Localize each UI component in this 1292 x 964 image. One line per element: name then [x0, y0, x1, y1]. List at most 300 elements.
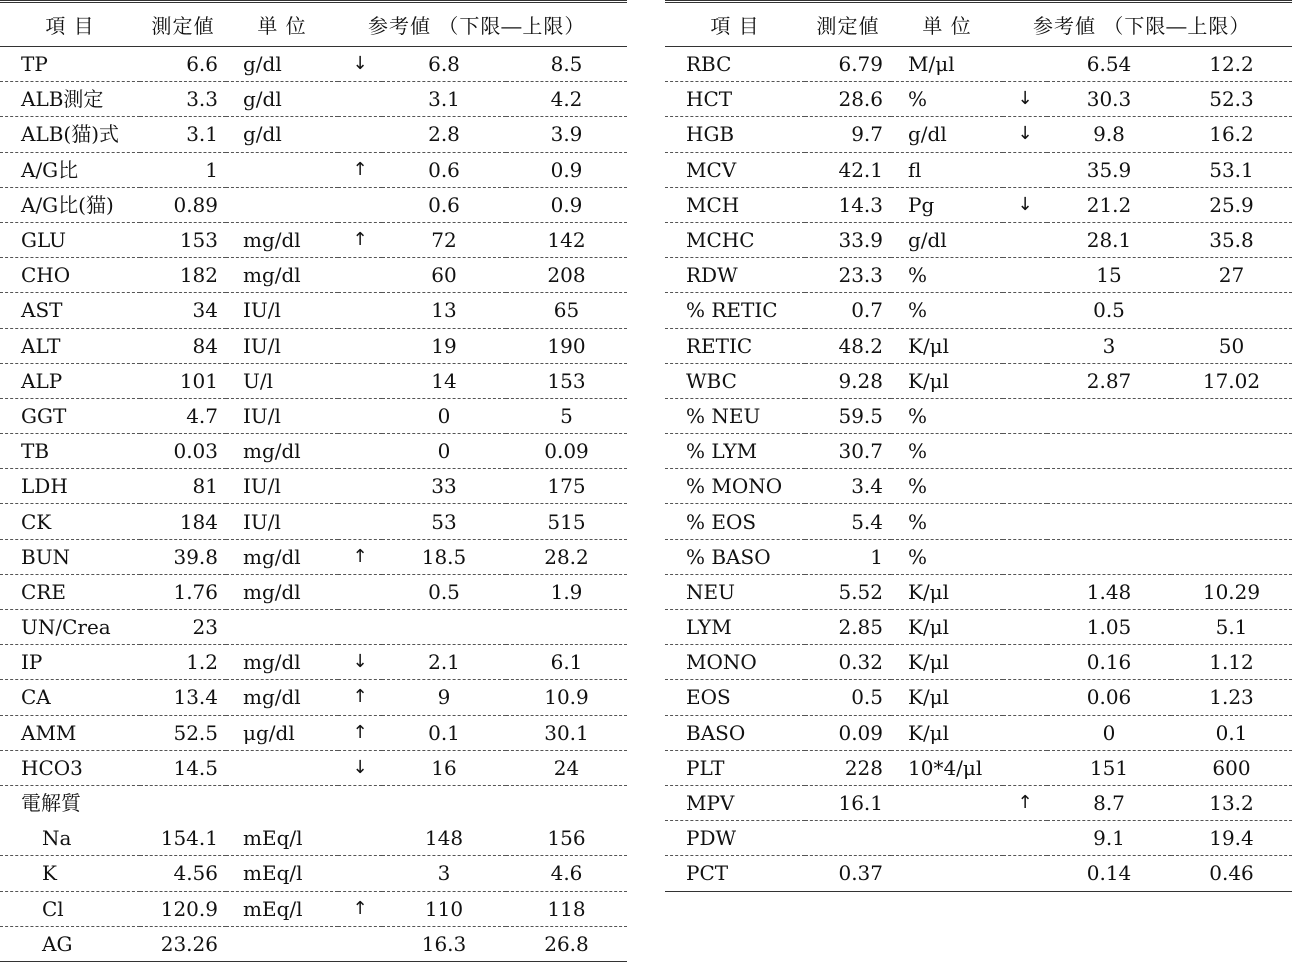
unit: % — [891, 539, 1003, 574]
table-row — [0, 539, 627, 574]
measured-value: 5.4 — [805, 504, 891, 539]
flag-arrow-icon — [1003, 574, 1047, 609]
table-row — [665, 47, 1292, 82]
item-name: GLU — [0, 222, 140, 257]
flag-arrow-icon — [338, 363, 382, 398]
measured-value: 0.7 — [805, 293, 891, 328]
chemistry-panel — [0, 0, 627, 962]
item-name: RBC — [665, 47, 805, 82]
reference-low: 16.3 — [382, 926, 506, 961]
reference-high: 50 — [1171, 328, 1292, 363]
measured-value: 0.03 — [140, 434, 226, 469]
measured-value: 48.2 — [805, 328, 891, 363]
unit: % — [891, 82, 1003, 117]
measured-value: 13.4 — [140, 680, 226, 715]
flag-arrow-icon: ↓ — [1003, 117, 1047, 152]
reference-low: 9.1 — [1047, 821, 1171, 856]
flag-arrow-icon — [1003, 469, 1047, 504]
reference-low: 16 — [382, 750, 506, 785]
item-name: HGB — [665, 117, 805, 152]
table-row — [665, 469, 1292, 504]
measured-value — [140, 785, 226, 820]
reference-high: 65 — [506, 293, 627, 328]
reference-high: 0.46 — [1171, 856, 1292, 891]
header-value: 測定値 — [140, 2, 226, 47]
reference-low: 0.06 — [1047, 680, 1171, 715]
unit — [226, 152, 338, 187]
table-row — [665, 539, 1292, 574]
flag-arrow-icon — [338, 785, 382, 820]
unit: μg/dl — [226, 715, 338, 750]
table-row — [665, 610, 1292, 645]
reference-low — [1047, 504, 1171, 539]
item-name: % BASO — [665, 539, 805, 574]
item-name: MCHC — [665, 222, 805, 257]
reference-high: 10.29 — [1171, 574, 1292, 609]
measured-value: 5.52 — [805, 574, 891, 609]
reference-low: 2.87 — [1047, 363, 1171, 398]
reference-low — [1047, 539, 1171, 574]
measured-value: 14.3 — [805, 187, 891, 222]
reference-low: 9 — [382, 680, 506, 715]
measured-value: 23.3 — [805, 258, 891, 293]
reference-low: 151 — [1047, 750, 1171, 785]
table-row — [0, 293, 627, 328]
item-name: Cl — [0, 891, 140, 926]
reference-low: 9.8 — [1047, 117, 1171, 152]
reference-high: 17.02 — [1171, 363, 1292, 398]
reference-low: 33 — [382, 469, 506, 504]
table-row — [665, 293, 1292, 328]
item-name: RETIC — [665, 328, 805, 363]
reference-low: 1.48 — [1047, 574, 1171, 609]
unit: M/μl — [891, 47, 1003, 82]
table-row — [0, 47, 627, 82]
item-name: EOS — [665, 680, 805, 715]
measured-value: 228 — [805, 750, 891, 785]
item-name: MONO — [665, 645, 805, 680]
flag-arrow-icon: ↑ — [338, 891, 382, 926]
measured-value: 23.26 — [140, 926, 226, 961]
flag-arrow-icon — [1003, 715, 1047, 750]
reference-high: 6.1 — [506, 645, 627, 680]
table-row — [665, 222, 1292, 257]
measured-value — [805, 821, 891, 856]
item-name: % LYM — [665, 434, 805, 469]
unit: g/dl — [891, 222, 1003, 257]
reference-high: 24 — [506, 750, 627, 785]
table-row — [0, 715, 627, 750]
flag-arrow-icon — [1003, 821, 1047, 856]
unit — [891, 856, 1003, 891]
reference-high: 3.9 — [506, 117, 627, 152]
measured-value: 59.5 — [805, 398, 891, 433]
item-name: CRE — [0, 574, 140, 609]
reference-low: 0.6 — [382, 152, 506, 187]
item-name: K — [0, 856, 140, 891]
reference-high — [506, 785, 627, 820]
reference-low: 0.1 — [382, 715, 506, 750]
item-name: HCT — [665, 82, 805, 117]
unit: g/dl — [226, 82, 338, 117]
unit — [226, 187, 338, 222]
reference-high: 10.9 — [506, 680, 627, 715]
item-name: LDH — [0, 469, 140, 504]
unit — [226, 926, 338, 961]
unit: U/l — [226, 363, 338, 398]
reference-high: 4.6 — [506, 856, 627, 891]
reference-high: 13.2 — [1171, 785, 1292, 820]
item-name: HCO3 — [0, 750, 140, 785]
flag-arrow-icon — [338, 926, 382, 961]
table-row — [665, 504, 1292, 539]
measured-value: 6.79 — [805, 47, 891, 82]
item-name: ALB測定 — [0, 82, 140, 117]
reference-low: 0 — [382, 398, 506, 433]
unit: mEq/l — [226, 891, 338, 926]
item-name: CA — [0, 680, 140, 715]
reference-low: 3 — [382, 856, 506, 891]
unit: IU/l — [226, 504, 338, 539]
table-row — [0, 434, 627, 469]
reference-high: 30.1 — [506, 715, 627, 750]
unit: g/dl — [226, 117, 338, 152]
flag-arrow-icon — [1003, 680, 1047, 715]
unit: K/μl — [891, 574, 1003, 609]
item-name: % RETIC — [665, 293, 805, 328]
flag-arrow-icon — [1003, 363, 1047, 398]
section-row — [0, 785, 627, 820]
flag-arrow-icon — [1003, 539, 1047, 574]
hematology-panel — [665, 0, 1292, 892]
flag-arrow-icon — [338, 821, 382, 856]
reference-low — [382, 610, 506, 645]
item-name: UN/Crea — [0, 610, 140, 645]
unit: % — [891, 293, 1003, 328]
flag-arrow-icon: ↓ — [1003, 82, 1047, 117]
reference-low: 2.1 — [382, 645, 506, 680]
unit: mEq/l — [226, 856, 338, 891]
measured-value: 154.1 — [140, 821, 226, 856]
unit — [891, 785, 1003, 820]
reference-low — [1047, 398, 1171, 433]
measured-value: 3.4 — [805, 469, 891, 504]
measured-value: 0.32 — [805, 645, 891, 680]
reference-low — [382, 785, 506, 820]
unit: IU/l — [226, 469, 338, 504]
unit: mg/dl — [226, 258, 338, 293]
measured-value: 30.7 — [805, 434, 891, 469]
measured-value: 120.9 — [140, 891, 226, 926]
unit: fl — [891, 152, 1003, 187]
flag-arrow-icon — [1003, 222, 1047, 257]
table-row — [665, 856, 1292, 891]
reference-low: 72 — [382, 222, 506, 257]
measured-value: 16.1 — [805, 785, 891, 820]
reference-low: 28.1 — [1047, 222, 1171, 257]
table-row — [0, 187, 627, 222]
measured-value: 101 — [140, 363, 226, 398]
flag-arrow-icon: ↓ — [1003, 187, 1047, 222]
measured-value: 0.5 — [805, 680, 891, 715]
flag-arrow-icon — [1003, 398, 1047, 433]
reference-high: 5.1 — [1171, 610, 1292, 645]
unit: mg/dl — [226, 645, 338, 680]
unit: K/μl — [891, 363, 1003, 398]
flag-arrow-icon — [1003, 750, 1047, 785]
measured-value: 23 — [140, 610, 226, 645]
measured-value: 52.5 — [140, 715, 226, 750]
table-row — [0, 891, 627, 926]
reference-high — [1171, 504, 1292, 539]
table-row — [665, 82, 1292, 117]
reference-low: 148 — [382, 821, 506, 856]
reference-high: 0.1 — [1171, 715, 1292, 750]
measured-value: 2.85 — [805, 610, 891, 645]
reference-high: 142 — [506, 222, 627, 257]
table-row — [0, 856, 627, 891]
measured-value: 1 — [805, 539, 891, 574]
reference-high: 25.9 — [1171, 187, 1292, 222]
table-header-row — [665, 2, 1292, 47]
reference-high: 156 — [506, 821, 627, 856]
measured-value: 184 — [140, 504, 226, 539]
table-row — [665, 645, 1292, 680]
header-value: 測定値 — [805, 2, 891, 47]
table-row — [0, 821, 627, 856]
reference-low: 110 — [382, 891, 506, 926]
table-row — [0, 328, 627, 363]
table-row — [0, 222, 627, 257]
reference-low: 35.9 — [1047, 152, 1171, 187]
reference-high: 5 — [506, 398, 627, 433]
unit: % — [891, 398, 1003, 433]
reference-high: 1.12 — [1171, 645, 1292, 680]
measured-value: 1.2 — [140, 645, 226, 680]
flag-arrow-icon — [338, 574, 382, 609]
table-row — [0, 152, 627, 187]
reference-high: 26.8 — [506, 926, 627, 961]
item-name: PLT — [665, 750, 805, 785]
reference-high: 16.2 — [1171, 117, 1292, 152]
unit: g/dl — [891, 117, 1003, 152]
table-row — [0, 574, 627, 609]
unit: IU/l — [226, 293, 338, 328]
measured-value: 39.8 — [140, 539, 226, 574]
flag-arrow-icon — [1003, 610, 1047, 645]
reference-high: 35.8 — [1171, 222, 1292, 257]
reference-low: 0 — [1047, 715, 1171, 750]
item-name: % NEU — [665, 398, 805, 433]
item-name: A/G比 — [0, 152, 140, 187]
unit: IU/l — [226, 328, 338, 363]
reference-low: 19 — [382, 328, 506, 363]
reference-high: 4.2 — [506, 82, 627, 117]
table-row — [0, 258, 627, 293]
unit: mg/dl — [226, 539, 338, 574]
reference-high — [1171, 469, 1292, 504]
table-row — [0, 469, 627, 504]
flag-arrow-icon — [338, 434, 382, 469]
reference-low: 21.2 — [1047, 187, 1171, 222]
reference-low: 3 — [1047, 328, 1171, 363]
table-row — [665, 715, 1292, 750]
table-row — [0, 926, 627, 961]
measured-value: 0.37 — [805, 856, 891, 891]
flag-arrow-icon — [1003, 504, 1047, 539]
reference-low: 30.3 — [1047, 82, 1171, 117]
measured-value: 1 — [140, 152, 226, 187]
unit — [226, 750, 338, 785]
item-name: ALB(猫)式 — [0, 117, 140, 152]
table-row — [0, 82, 627, 117]
unit: % — [891, 434, 1003, 469]
reference-low: 0.6 — [382, 187, 506, 222]
reference-high: 28.2 — [506, 539, 627, 574]
flag-arrow-icon: ↑ — [338, 152, 382, 187]
reference-low: 60 — [382, 258, 506, 293]
reference-low: 3.1 — [382, 82, 506, 117]
reference-high: 600 — [1171, 750, 1292, 785]
measured-value: 14.5 — [140, 750, 226, 785]
table-row — [665, 328, 1292, 363]
unit: % — [891, 469, 1003, 504]
flag-arrow-icon: ↓ — [338, 645, 382, 680]
reference-low: 14 — [382, 363, 506, 398]
table-row — [665, 785, 1292, 820]
header-reference: 参考値 （下限―上限） — [338, 2, 627, 47]
flag-arrow-icon — [1003, 293, 1047, 328]
table-row — [665, 821, 1292, 856]
table-row — [0, 750, 627, 785]
reference-high: 1.9 — [506, 574, 627, 609]
reference-low: 15 — [1047, 258, 1171, 293]
item-name: MCV — [665, 152, 805, 187]
item-name: TP — [0, 47, 140, 82]
table-row — [665, 398, 1292, 433]
reference-low: 6.54 — [1047, 47, 1171, 82]
reference-high — [1171, 434, 1292, 469]
item-name: IP — [0, 645, 140, 680]
table-row — [0, 610, 627, 645]
reference-high: 515 — [506, 504, 627, 539]
flag-arrow-icon — [1003, 856, 1047, 891]
reference-high: 27 — [1171, 258, 1292, 293]
flag-arrow-icon: ↑ — [338, 715, 382, 750]
flag-arrow-icon — [1003, 434, 1047, 469]
item-name: LYM — [665, 610, 805, 645]
header-item: 項 目 — [665, 2, 805, 47]
reference-low: 0.5 — [382, 574, 506, 609]
unit: Pg — [891, 187, 1003, 222]
reference-low: 13 — [382, 293, 506, 328]
unit: mg/dl — [226, 434, 338, 469]
measured-value: 1.76 — [140, 574, 226, 609]
measured-value: 3.1 — [140, 117, 226, 152]
measured-value: 4.7 — [140, 398, 226, 433]
header-unit: 単 位 — [226, 2, 338, 47]
flag-arrow-icon: ↓ — [338, 47, 382, 82]
table-row — [665, 187, 1292, 222]
item-name: TB — [0, 434, 140, 469]
table-row — [0, 363, 627, 398]
unit: K/μl — [891, 715, 1003, 750]
measured-value: 33.9 — [805, 222, 891, 257]
reference-high: 19.4 — [1171, 821, 1292, 856]
table-row — [0, 504, 627, 539]
measured-value: 9.28 — [805, 363, 891, 398]
item-name: ALT — [0, 328, 140, 363]
reference-high: 0.9 — [506, 152, 627, 187]
reference-low: 0.16 — [1047, 645, 1171, 680]
flag-arrow-icon — [1003, 47, 1047, 82]
unit: mEq/l — [226, 821, 338, 856]
table-row — [665, 363, 1292, 398]
item-name: A/G比(猫) — [0, 187, 140, 222]
item-name: % MONO — [665, 469, 805, 504]
reference-high: 53.1 — [1171, 152, 1292, 187]
reference-high: 0.09 — [506, 434, 627, 469]
table-header-row — [0, 2, 627, 47]
unit: K/μl — [891, 645, 1003, 680]
item-name: GGT — [0, 398, 140, 433]
table-row — [665, 680, 1292, 715]
reference-low: 6.8 — [382, 47, 506, 82]
table-row — [0, 398, 627, 433]
flag-arrow-icon: ↑ — [338, 539, 382, 574]
measured-value: 0.89 — [140, 187, 226, 222]
table-row — [665, 258, 1292, 293]
item-name: AST — [0, 293, 140, 328]
reference-high: 118 — [506, 891, 627, 926]
reference-high: 0.9 — [506, 187, 627, 222]
flag-arrow-icon — [338, 258, 382, 293]
item-name: CHO — [0, 258, 140, 293]
measured-value: 84 — [140, 328, 226, 363]
flag-arrow-icon — [338, 398, 382, 433]
chemistry-table-body — [0, 47, 627, 962]
reference-high: 175 — [506, 469, 627, 504]
unit — [891, 821, 1003, 856]
flag-arrow-icon — [338, 82, 382, 117]
reference-low: 0.5 — [1047, 293, 1171, 328]
unit: IU/l — [226, 398, 338, 433]
reference-high: 153 — [506, 363, 627, 398]
flag-arrow-icon — [1003, 645, 1047, 680]
reference-low: 8.7 — [1047, 785, 1171, 820]
flag-arrow-icon: ↑ — [338, 680, 382, 715]
measured-value: 0.09 — [805, 715, 891, 750]
unit: g/dl — [226, 47, 338, 82]
measured-value: 81 — [140, 469, 226, 504]
unit — [226, 785, 338, 820]
flag-arrow-icon — [338, 856, 382, 891]
reference-high: 208 — [506, 258, 627, 293]
flag-arrow-icon — [338, 610, 382, 645]
measured-value: 42.1 — [805, 152, 891, 187]
flag-arrow-icon — [338, 504, 382, 539]
unit: K/μl — [891, 328, 1003, 363]
reference-high: 8.5 — [506, 47, 627, 82]
item-name: BASO — [665, 715, 805, 750]
table-row — [0, 680, 627, 715]
unit — [226, 610, 338, 645]
hematology-table-body — [665, 47, 1292, 892]
item-name: AMM — [0, 715, 140, 750]
flag-arrow-icon — [338, 117, 382, 152]
measured-value: 6.6 — [140, 47, 226, 82]
table-row — [665, 152, 1292, 187]
